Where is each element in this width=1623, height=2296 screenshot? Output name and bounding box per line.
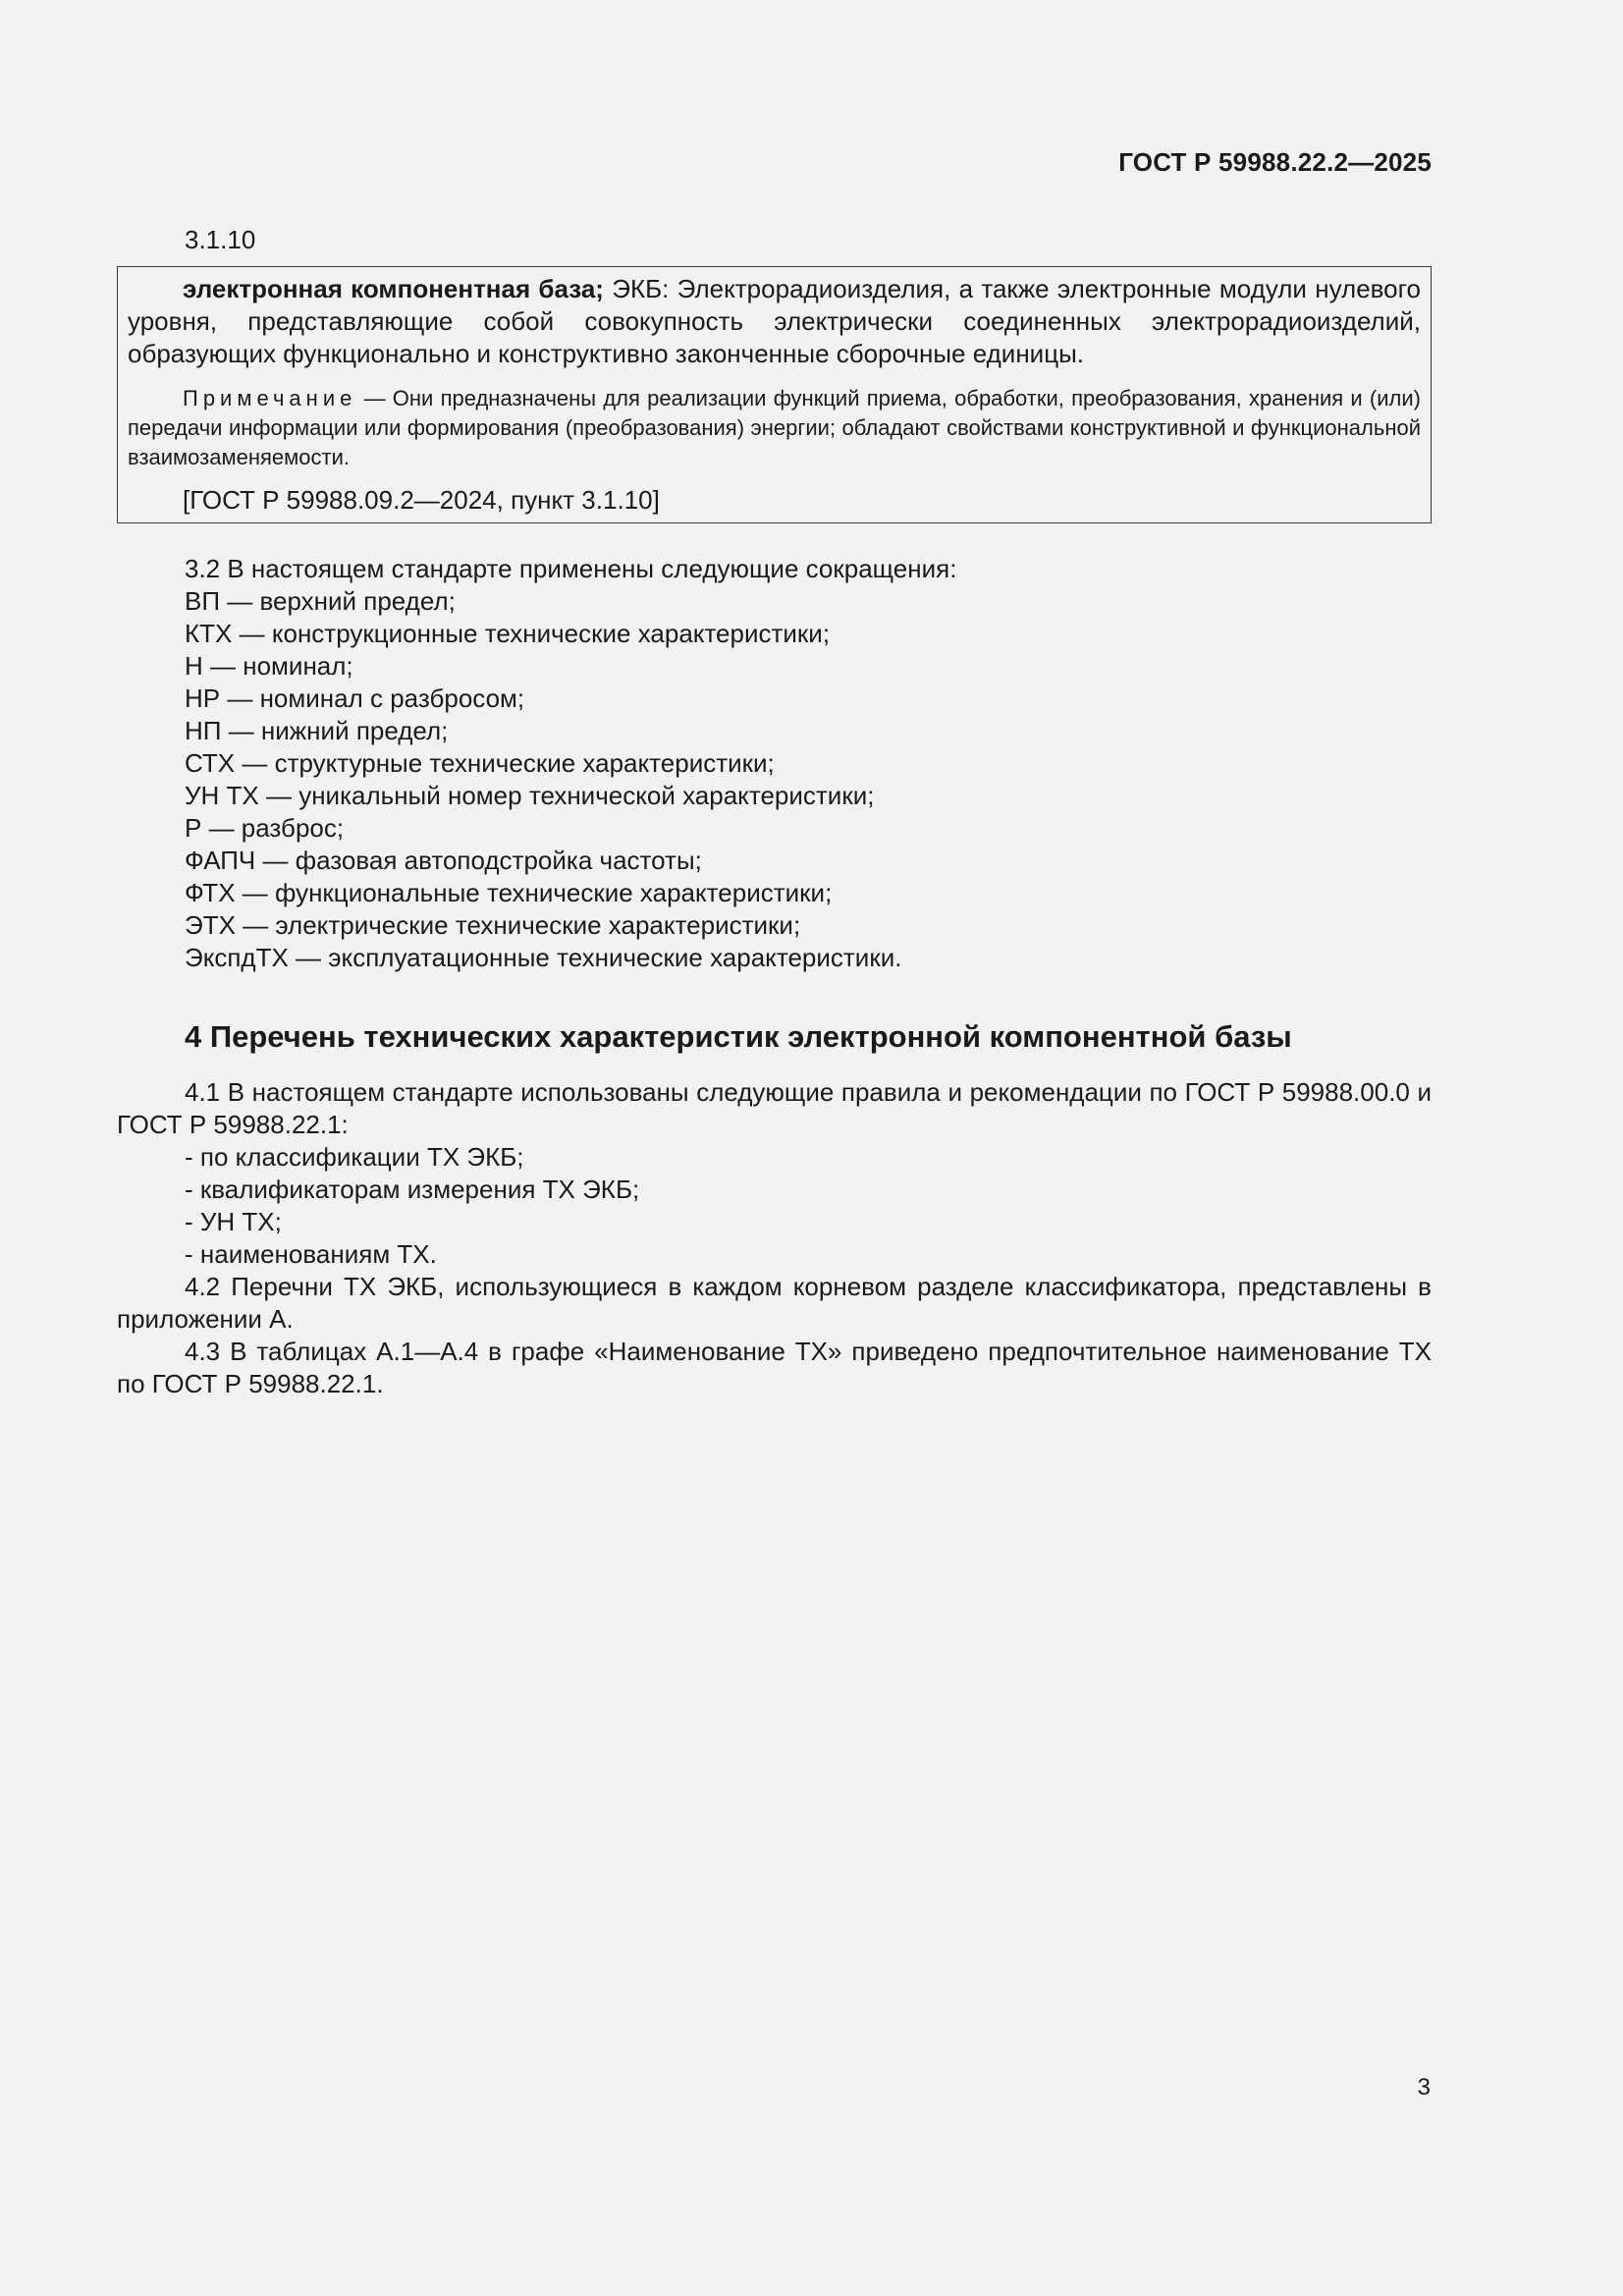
term-definition-box <box>117 266 1432 523</box>
abbreviation-item: СТХ — структурные технические характеристики; <box>185 748 775 778</box>
list-item: - квалификаторам измерения ТХ ЭКБ; <box>185 1175 640 1204</box>
list-item: - УН ТХ; <box>185 1207 282 1236</box>
paragraph-4-1: 4.1 В настоящем стандарте использованы следующие правила и рекомендации по ГОСТ Р 59988.00.0 и ГОСТ Р 59988.22.1: <box>117 1077 1432 1139</box>
list-item: - по классификации ТХ ЭКБ; <box>185 1142 524 1172</box>
abbreviation-item: ФТХ — функциональные технические характеристики; <box>185 878 833 907</box>
term-definition-text: ЭКБ: Электрорадиоизделия, а также электронные модули нулевого уровня, представляющие собой совокупность электрически соединенных электрорадиоизделий, образующих функционально и конструктивно законченные сборочные единицы. <box>128 274 1422 368</box>
paragraph-4-3: 4.3 В таблицах А.1—А.4 в графе «Наименование ТХ» приведено предпочтительное наименование ТХ по ГОСТ Р 59988.22.1. <box>117 1337 1432 1398</box>
abbreviation-item: УН ТХ — уникальный номер технической характеристики; <box>185 781 875 810</box>
document-header-id: ГОСТ Р 59988.22.2—2025 <box>1118 147 1432 177</box>
abbreviation-item: ЭТХ — электрические технические характеристики; <box>185 910 801 940</box>
term-definition <box>128 273 1421 370</box>
list-item: - наименованиям ТХ. <box>185 1239 437 1269</box>
note-label: Примечание <box>183 386 357 410</box>
abbreviation-item: КТХ — конструкционные технические характеристики; <box>185 619 831 648</box>
abbreviation-item: ВП — верхний предел; <box>185 586 456 616</box>
section-4-title: 4 Перечень технических характеристик электронной компонентной базы <box>185 1019 1292 1054</box>
abbreviation-item: НР — номинал с разбросом; <box>185 683 525 713</box>
document-body <box>117 224 1432 1400</box>
term-number: 3.1.10 <box>185 225 256 254</box>
abbreviation-item: ФАПЧ — фазовая автоподстройка частоты; <box>185 846 702 875</box>
term-source: [ГОСТ Р 59988.09.2—2024, пункт 3.1.10] <box>183 485 660 515</box>
note-text: — Они предназначены для реализации функций приема, обработки, преобразования, хранения и (или) передачи информации или формирования (преобразования) энергии; обладают свойствами конструктивной и функциональной взаимозаменяемости. <box>128 386 1421 469</box>
abbreviation-item: Н — номинал; <box>185 651 353 681</box>
term-note <box>128 384 1421 472</box>
page-number: 3 <box>1417 2074 1431 2101</box>
paragraph-4-2: 4.2 Перечни ТХ ЭКБ, использующиеся в каждом корневом разделе классификатора, представлены в приложении А. <box>117 1272 1432 1334</box>
abbreviation-item: НП — нижний предел; <box>185 716 449 745</box>
abbreviations-intro: 3.2 В настоящем стандарте применены следующие сокращения: <box>185 554 957 583</box>
term-name: электронная компонентная база; <box>183 274 604 303</box>
abbreviation-item: Р — разброс; <box>185 813 345 843</box>
abbreviations-section <box>117 553 1432 974</box>
abbreviation-item: ЭкспдТХ — эксплуатационные технические характеристики. <box>185 943 902 972</box>
